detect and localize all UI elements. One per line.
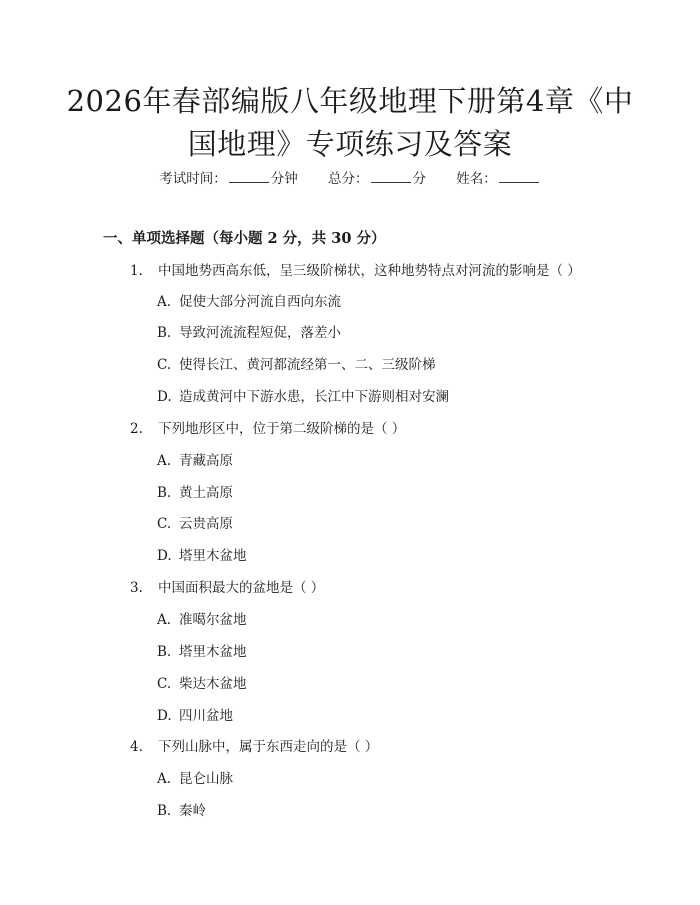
- option-letter: D.: [157, 708, 172, 724]
- option-text: 秦岭: [179, 803, 206, 819]
- total-score-label: 总分：: [328, 171, 369, 187]
- question-3: [130, 578, 324, 598]
- option-letter: D.: [157, 389, 172, 405]
- question-4-option-b: [157, 801, 206, 821]
- name-field: [456, 168, 541, 189]
- option-text: 云贵高原: [179, 516, 233, 532]
- total-score-blank: [371, 168, 411, 183]
- question-1-option-b: [157, 323, 341, 343]
- question-1-option-a: [157, 292, 341, 312]
- page-title: [60, 80, 640, 166]
- section-heading: 一、单项选择题（每小题 2 分，共 30 分）: [103, 230, 386, 247]
- question-number: 1.: [130, 263, 143, 279]
- name-blank: [499, 168, 539, 183]
- option-text: 昆仑山脉: [179, 771, 233, 787]
- question-3-option-a: [157, 610, 247, 630]
- exam-time-label: 考试时间：: [159, 171, 227, 187]
- name-label: 姓名：: [456, 171, 497, 187]
- question-number: 3.: [130, 580, 143, 596]
- option-letter: A.: [157, 294, 172, 310]
- exam-meta: [0, 168, 700, 189]
- question-3-option-b: [157, 642, 247, 662]
- question-4-option-a: [157, 769, 233, 789]
- option-letter: C.: [157, 676, 172, 692]
- exam-time-unit: 分钟: [270, 171, 298, 187]
- question-text: 下列山脉中，属于东西走向的是（ ）: [158, 739, 379, 755]
- option-text: 柴达木盆地: [179, 676, 247, 692]
- option-text: 促使大部分河流自西向东流: [179, 294, 341, 310]
- option-text: 塔里木盆地: [179, 644, 247, 660]
- question-2-option-c: [157, 514, 233, 534]
- question-2-option-d: [157, 546, 247, 566]
- option-text: 青藏高原: [179, 453, 233, 469]
- question-2-option-a: [157, 451, 233, 471]
- option-letter: B.: [157, 485, 172, 501]
- question-4: [130, 737, 378, 757]
- option-letter: C.: [157, 357, 172, 373]
- option-letter: B.: [157, 803, 172, 819]
- total-score-field: [328, 168, 426, 189]
- question-3-option-d: [157, 706, 233, 726]
- option-letter: B.: [157, 325, 172, 341]
- option-letter: A.: [157, 453, 172, 469]
- exam-time-field: [159, 168, 298, 189]
- question-2-option-b: [157, 483, 233, 503]
- option-letter: A.: [157, 612, 172, 628]
- option-text: 造成黄河中下游水患，长江中下游则相对安澜: [179, 389, 449, 405]
- title-line-1: 2026年春部编版八年级地理下册第4章《中: [66, 84, 634, 118]
- question-text: 中国地势西高东低，呈三级阶梯状，这种地势特点对河流的影响是（ ）: [158, 263, 581, 279]
- option-text: 塔里木盆地: [179, 548, 247, 564]
- title-line-2: 国地理》专项练习及答案: [187, 127, 513, 161]
- question-text: 下列地形区中，位于第二级阶梯的是（ ）: [158, 421, 406, 437]
- question-1-option-c: [157, 355, 436, 375]
- option-letter: D.: [157, 548, 172, 564]
- total-score-unit: 分: [412, 171, 426, 187]
- option-text: 四川盆地: [179, 708, 233, 724]
- question-number: 4.: [130, 739, 143, 755]
- option-letter: B.: [157, 644, 172, 660]
- option-letter: A.: [157, 771, 172, 787]
- question-text: 中国面积最大的盆地是（ ）: [158, 580, 325, 596]
- question-1-option-d: [157, 387, 449, 407]
- question-2: [130, 419, 405, 439]
- question-3-option-c: [157, 674, 247, 694]
- option-text: 准噶尔盆地: [179, 612, 247, 628]
- question-1: [130, 261, 581, 281]
- option-letter: C.: [157, 516, 172, 532]
- exam-time-blank: [229, 168, 269, 183]
- option-text: 黄土高原: [179, 485, 233, 501]
- option-text: 导致河流流程短促，落差小: [179, 325, 341, 341]
- option-text: 使得长江、黄河都流经第一、二、三级阶梯: [179, 357, 436, 373]
- question-number: 2.: [130, 421, 143, 437]
